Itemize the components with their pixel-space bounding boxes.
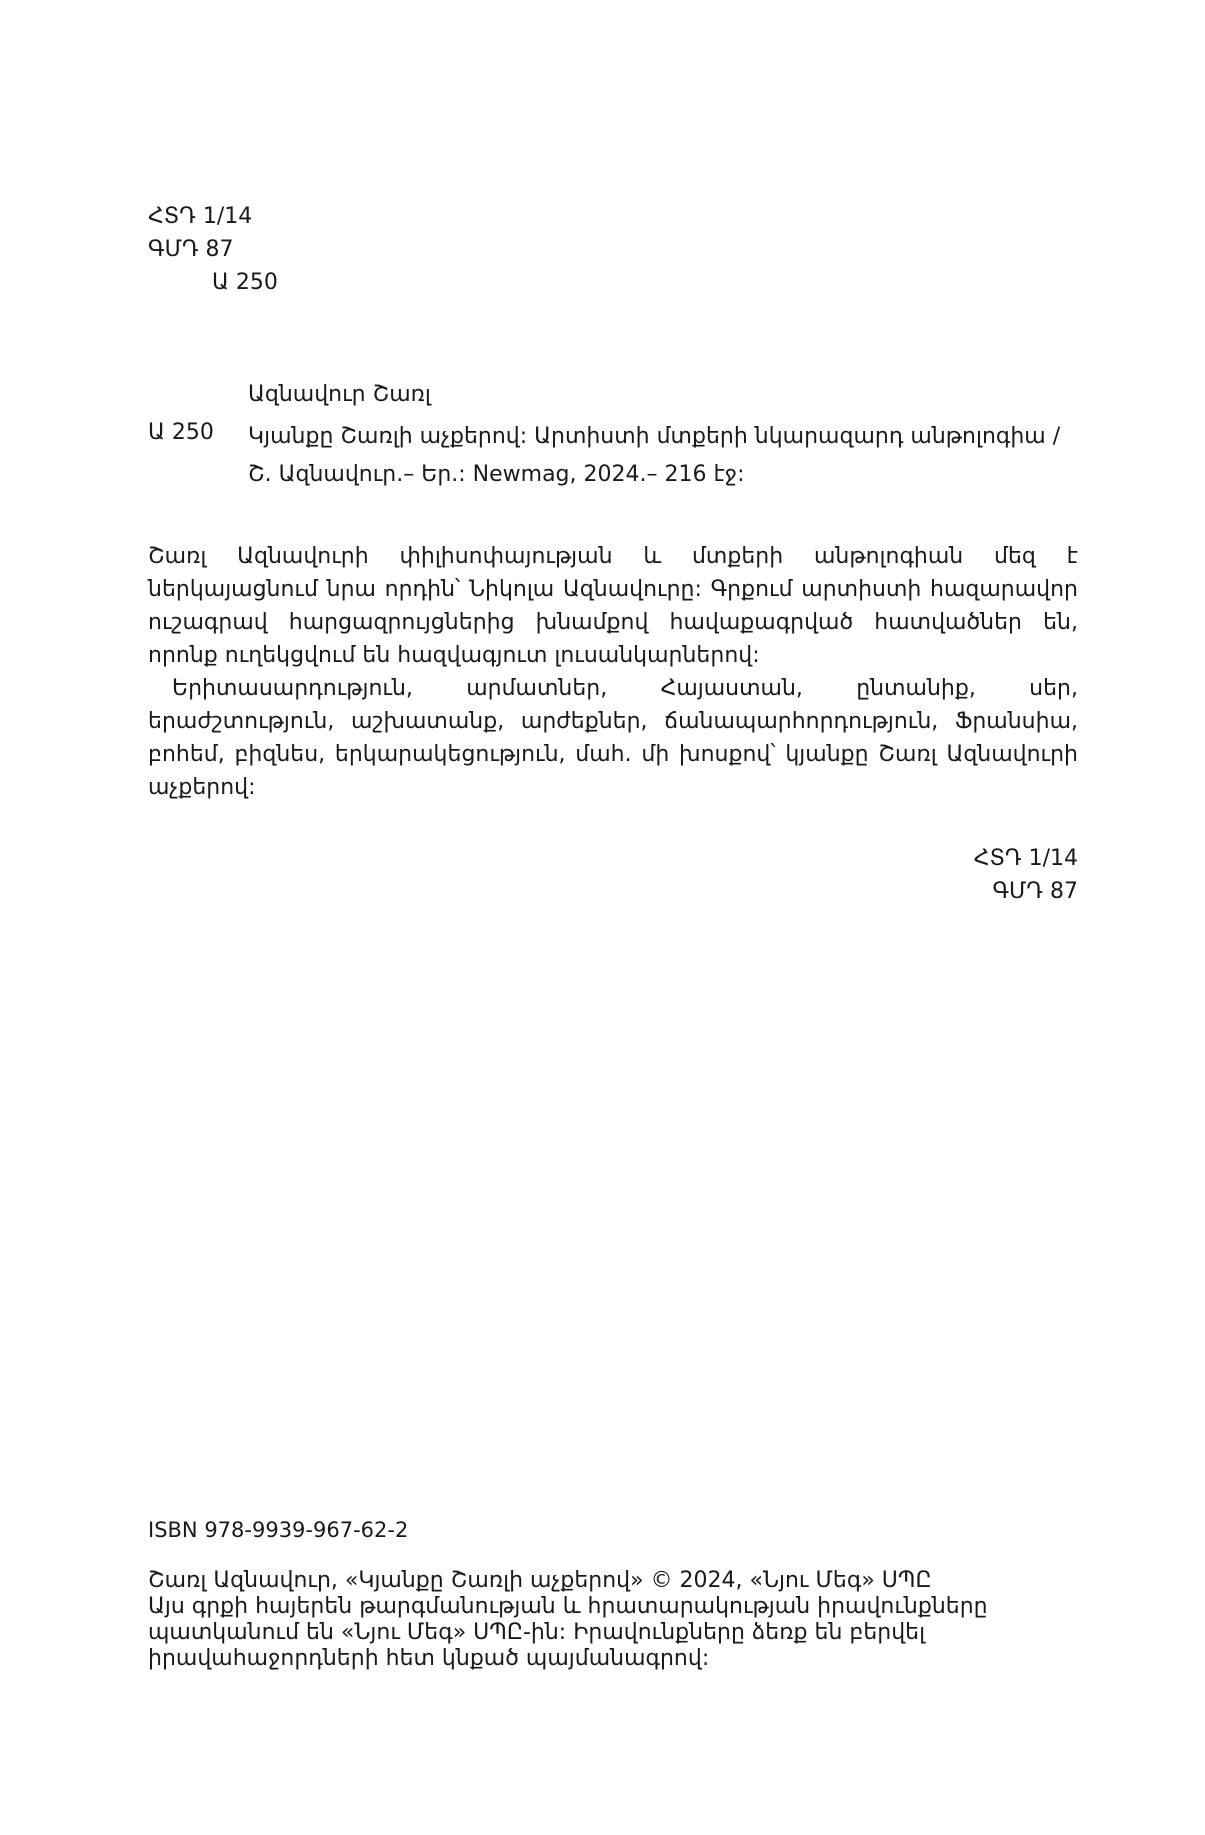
- card-author-mark: Ա 250: [148, 420, 214, 445]
- copyright-notice: [148, 1568, 1078, 1672]
- udc-code: ՀՏԴ 1/14: [148, 204, 253, 229]
- copyright-body: Այս գրքի հայերեն թարգմանության և հրատարակության իրավունքները պատկանում են «Նյու Մեգ» ՍՊԸ-ին: Իրավունքները ձեռք են բերվել իրավահաջորդների հետ կնքած պայմանագրով:: [148, 1594, 988, 1671]
- classification-codes-bottom: [780, 842, 1078, 908]
- lbc-code: ԳՄԴ 87: [148, 237, 234, 262]
- abstract-keywords: Երիտասարդություն, արմատներ, Հայաստան, ընտանիք, սեր, երաժշտություն, աշխատանք, արժեքներ, ճանապարհորդություն, Ֆրանսիա, բոհեմ, բիզնես, երկարակեցություն, մահ. մի խոսքով՝ կյանքը Շառլ Ազնավուրի աչքերով:: [148, 676, 1078, 800]
- card-title: [248, 418, 1078, 494]
- author-mark: Ա 250: [212, 270, 278, 295]
- udc-code-bottom: ՀՏԴ 1/14: [973, 846, 1078, 871]
- card-title-line-2: Շ. Ազնավուր.– Եր.: Newmag, 2024.– 216 էջ:: [248, 462, 745, 487]
- abstract: [148, 540, 1078, 804]
- isbn: ISBN 978-9939-967-62-2: [148, 1518, 409, 1542]
- copyright-line: Շառլ Ազնավուր, «Կյանքը Շառլի աչքերով» © 2024, «Նյու Մեգ» ՍՊԸ: [148, 1568, 932, 1593]
- lbc-code-bottom: ԳՄԴ 87: [992, 879, 1078, 904]
- classification-codes-top: [148, 200, 278, 299]
- abstract-summary: Շառլ Ազնավուրի փիլիսոփայության և մտքերի անթոլոգիան մեզ է ներկայացնում նրա որդին՝ Նիկոլա Ազնավուրը: Գրքում արտիստի հազարավոր ուշագրավ հարցազրույցներից խնամքով հավաքագրված հատվածներ են, որոնք ուղեկցվում են հազվագյուտ լուսանկարներով:: [148, 544, 1078, 668]
- card-title-line-1: Կյանքը Շառլի աչքերով: Արտիստի մտքերի նկարազարդ անթոլոգիա /: [248, 424, 1061, 449]
- card-author: Ազնավուր Շառլ: [248, 382, 431, 407]
